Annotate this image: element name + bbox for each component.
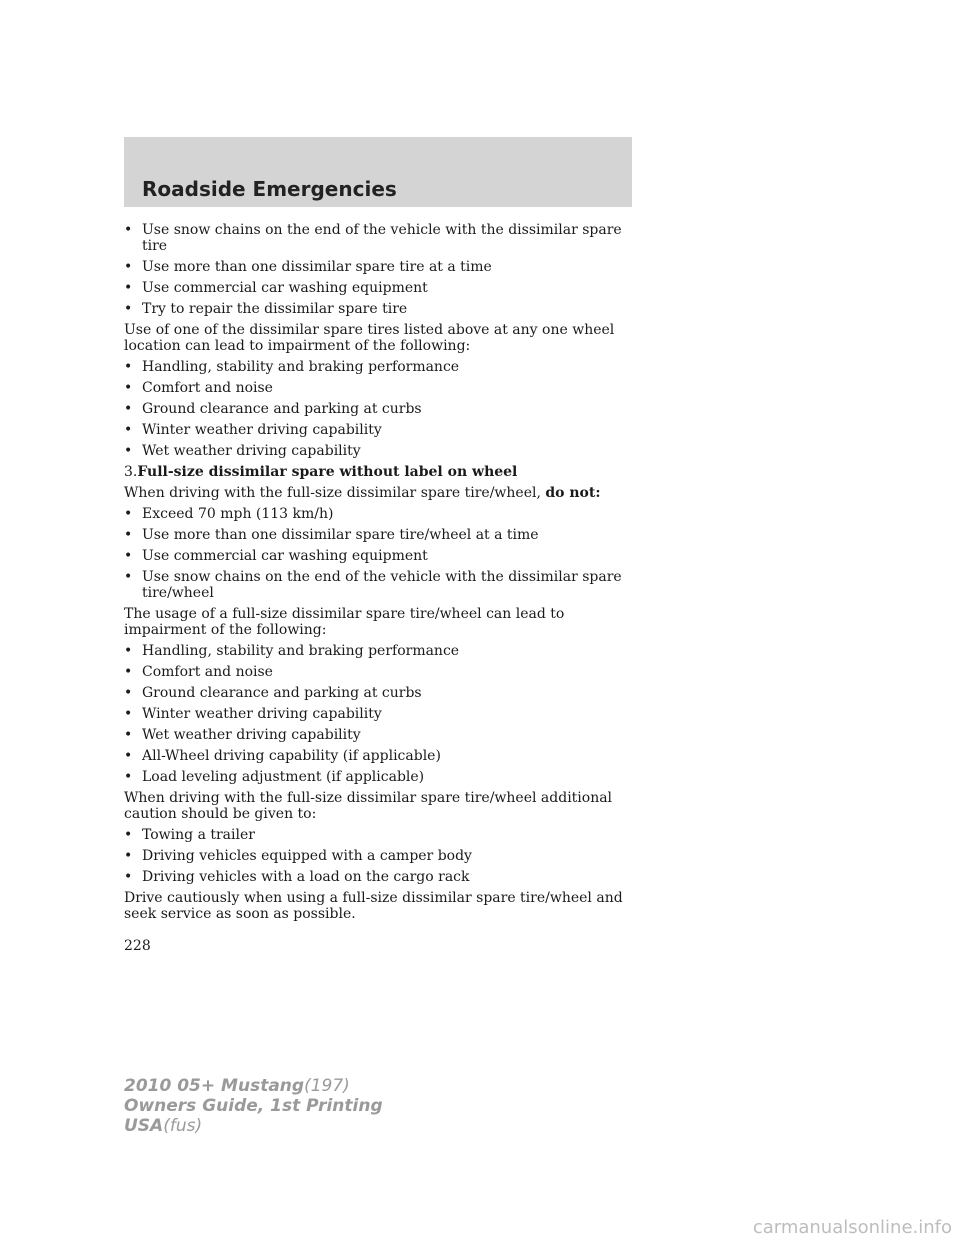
bullet-text: Wet weather driving capability (142, 443, 361, 459)
bullet-item (124, 848, 632, 864)
bullet-text: Winter weather driving capability (142, 422, 382, 438)
bullet-dot: • (124, 727, 133, 743)
footer-market-code: (fus) (163, 1116, 203, 1136)
bullet-item (124, 664, 632, 680)
section-header-band (124, 137, 632, 207)
paragraph-2 (124, 485, 632, 501)
bullet-item (124, 259, 632, 275)
bullet-dot: • (124, 706, 133, 722)
footer-market: USA (124, 1116, 164, 1136)
bullet-text: Wet weather driving capability (142, 727, 361, 743)
bullet-item (124, 280, 632, 296)
bullet-text: Winter weather driving capability (142, 706, 382, 722)
bullet-item (124, 643, 632, 659)
bullet-dot: • (124, 869, 133, 885)
bullet-text: Handling, stability and braking performance (142, 359, 460, 375)
paragraph-3: The usage of a full-size dissimilar spare tire/wheel can lead to impairment of the following: (124, 606, 565, 638)
bullet-text: Handling, stability and braking performance (142, 643, 460, 659)
bullet-text: Use more than one dissimilar spare tire at a time (142, 259, 492, 275)
bullet-text: Ground clearance and parking at curbs (142, 401, 422, 417)
footer-line-3 (124, 1116, 383, 1136)
list-d (124, 643, 632, 785)
paragraph-2-text: When driving with the full-size dissimilar spare tire/wheel, (124, 485, 546, 501)
list-e (124, 827, 632, 885)
bullet-item (124, 401, 632, 417)
bullet-dot: • (124, 827, 133, 843)
bullet-item (124, 706, 632, 722)
bullet-item (124, 569, 632, 601)
bullet-item (124, 422, 632, 438)
bullet-item (124, 685, 632, 701)
bullet-text: Ground clearance and parking at curbs (142, 685, 422, 701)
bullet-text: Driving vehicles equipped with a camper body (142, 848, 472, 864)
paragraph-2-bold: do not: (545, 485, 601, 501)
bullet-dot: • (124, 569, 133, 585)
footer-line-1 (124, 1076, 383, 1096)
bullet-dot: • (124, 769, 133, 785)
bullet-dot: • (124, 422, 133, 438)
bullet-item (124, 769, 632, 785)
paragraph-4: When driving with the full-size dissimilar spare tire/wheel additional caution should be given to: (124, 790, 613, 822)
bullet-dot: • (124, 401, 133, 417)
bullet-dot: • (124, 259, 133, 275)
bullet-text: Use snow chains on the end of the vehicle with the dissimilar spare tire (142, 222, 622, 254)
bullet-dot: • (124, 848, 133, 864)
bullet-text: Use snow chains on the end of the vehicle with the dissimilar spare tire/wheel (142, 569, 622, 601)
bullet-text: All-Wheel driving capability (if applicable) (142, 748, 441, 764)
bullet-item (124, 359, 632, 375)
bullet-item (124, 301, 632, 317)
list-c (124, 506, 632, 601)
footer-model-code: (197) (304, 1076, 350, 1096)
bullet-item (124, 527, 632, 543)
bullet-dot: • (124, 685, 133, 701)
bullet-text: Comfort and noise (142, 380, 273, 396)
bullet-item (124, 748, 632, 764)
bullet-dot: • (124, 222, 133, 238)
page-body (124, 222, 632, 927)
bullet-text: Exceed 70 mph (113 km/h) (142, 506, 334, 522)
bullet-dot: • (124, 380, 133, 396)
bullet-item (124, 869, 632, 885)
site-watermark: carmanualsonline.info (752, 1217, 952, 1238)
bullet-dot: • (124, 280, 133, 296)
bullet-item (124, 827, 632, 843)
bullet-dot: • (124, 643, 133, 659)
list-a (124, 222, 632, 317)
bullet-item (124, 222, 632, 254)
bullet-item (124, 727, 632, 743)
bullet-item (124, 443, 632, 459)
bullet-text: Driving vehicles with a load on the cargo rack (142, 869, 470, 885)
bullet-dot: • (124, 506, 133, 522)
section-3-heading (124, 464, 632, 480)
section-title: Roadside Emergencies (142, 177, 397, 201)
list-b (124, 359, 632, 459)
bullet-item (124, 506, 632, 522)
bullet-text: Comfort and noise (142, 664, 273, 680)
bullet-dot: • (124, 664, 133, 680)
bullet-dot: • (124, 548, 133, 564)
bullet-item (124, 380, 632, 396)
bullet-item (124, 548, 632, 564)
bullet-text: Towing a trailer (142, 827, 255, 843)
paragraph-1: Use of one of the dissimilar spare tires listed above at any one wheel location can lead to impairment of the following: (124, 322, 615, 354)
paragraph-5: Drive cautiously when using a full-size dissimilar spare tire/wheel and seek service as soon as possible. (124, 890, 623, 922)
footer-model: 2010 05+ Mustang (124, 1076, 305, 1096)
bullet-dot: • (124, 359, 133, 375)
bullet-dot: • (124, 527, 133, 543)
footer-line-2: Owners Guide, 1st Printing (124, 1096, 383, 1116)
bullet-text: Use commercial car washing equipment (142, 280, 428, 296)
bullet-text: Use commercial car washing equipment (142, 548, 428, 564)
bullet-dot: • (124, 748, 133, 764)
bullet-text: Use more than one dissimilar spare tire/wheel at a time (142, 527, 539, 543)
bullet-dot: • (124, 301, 133, 317)
section-3-number: 3. (124, 464, 138, 480)
page-number: 228 (124, 938, 151, 954)
section-3-title: Full-size dissimilar spare without label on wheel (137, 464, 518, 480)
bullet-text: Try to repair the dissimilar spare tire (142, 301, 408, 317)
bullet-dot: • (124, 443, 133, 459)
bullet-text: Load leveling adjustment (if applicable) (142, 769, 425, 785)
print-footer (124, 1076, 383, 1136)
